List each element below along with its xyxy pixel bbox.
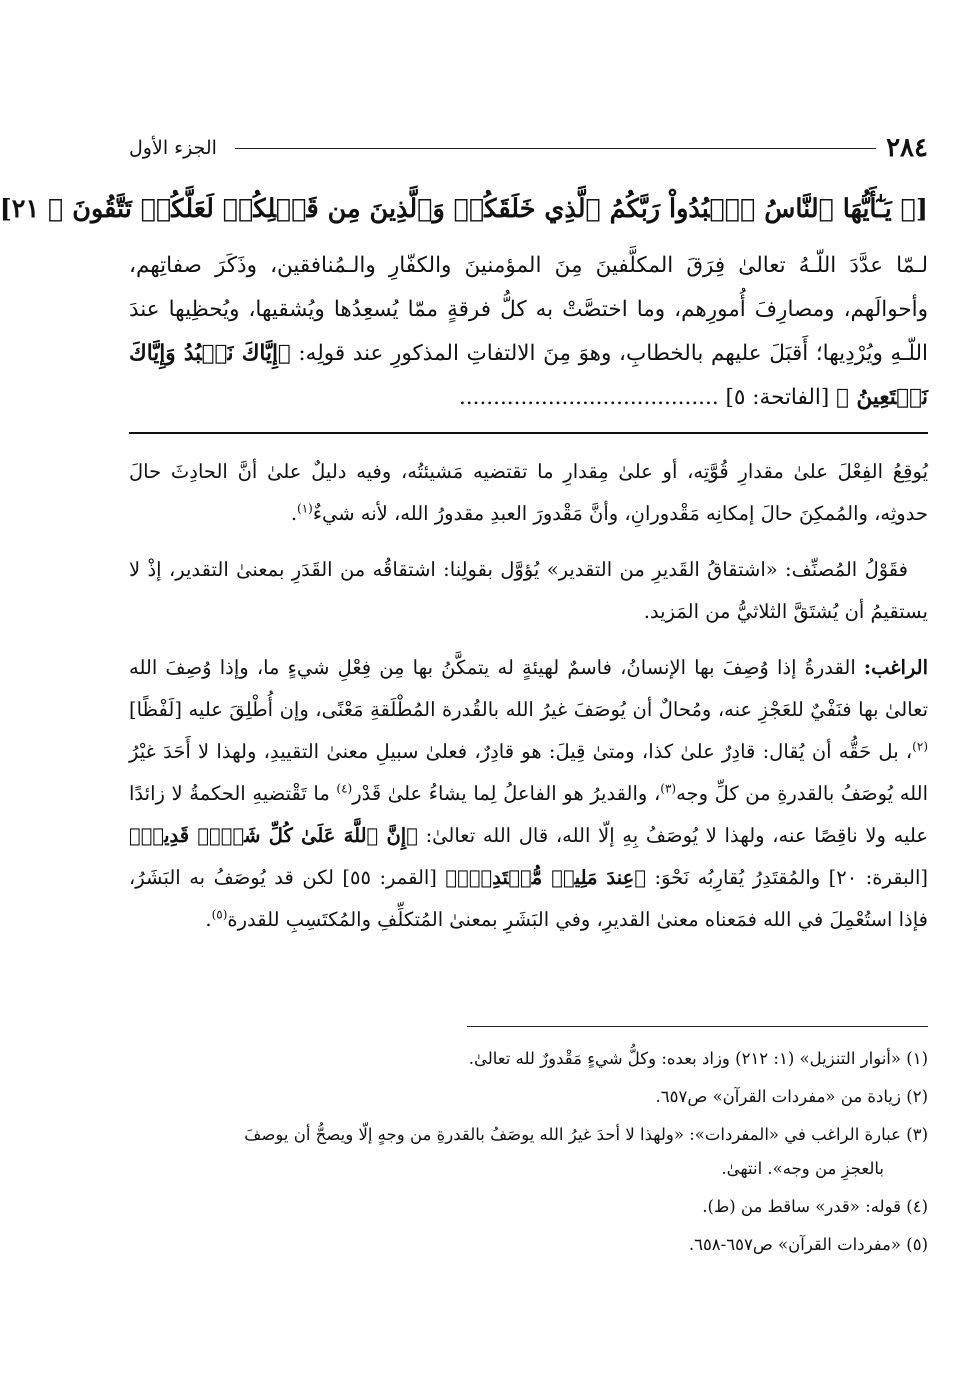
footnote-number: (٣) [906,1125,928,1144]
paragraph-text: يُوقِعُ الفِعْلَ علىٰ مقدارِ قُوَّتِه، أو علىٰ مِقدارِ ما تقتضيه مَشيئتُه، وفيه دليلٌ علىٰ أنَّ الحادِثَ حالَ حدوثِه، والمُمكِنَ حالَ إمكانِه مَقْدورانِ، وأنَّ مَقْدورَ العبدِ مقدورُ الله، لأنه شيءٌ [129,460,928,525]
dotted-leader: ...................................... [458,385,719,410]
footnote-3 [129,1118,928,1186]
commentary-paragraph [129,244,928,420]
quran-quote: ﴿إِنَّ ٱللَّهَ عَلَىٰ كُلِّ شَيۡءٖ قَدِيرٞ﴾ [129,824,418,847]
paragraph-text: القدرةُ إذا وُصِفَ بها الإنسانُ، فاسمٌ لهيئةٍ له يتمكَّنُ بها مِن فِعْلِ شيءٍ ما، وإذا وُصِفَ الله تعالىٰ بها فنَفْيٌ للعَجْزِ عنه، ومُحالٌ أن يُوصَفَ غيرُ الله بالقُدرة المُطْلَقةِ مَعْنًى، وإن أُطْلِقَ عليه [لَفْظًا] [129,656,928,721]
part-title: الجزء الأول [129,137,217,159]
footnote-number: (٤) [906,1197,928,1216]
commentary-text: لـمّا عدَّدَ اللّـهُ تعالىٰ فِرَقَ المكلَّفينَ مِنَ المؤمنينَ والكفّارِ والـمُنافقين، وذَكَرَ صفاتِهم، وأحوالَهم، ومصارِفَ أُمورِهم، وما اختصَّتْ به كلُّ فرقةٍ ممّا يُسعِدُها ويُشقيها، ويُحظِيها عندَ اللّـهِ ويُرْدِيها؛ أَقبَلَ عليهم بالخطابِ، وهوَ مِنَ الالتفاتِ المذكورِ عند قولِه: [129,253,928,366]
footnote-ref: (٥) [211,907,228,922]
footnote-text: قوله: «قدر» ساقط من (ط). [702,1197,901,1216]
footnote-divider [467,1026,928,1027]
footnote-5 [129,1228,928,1262]
footnote-ref: (٣) [660,781,677,796]
paragraph-3: الراغب: القدرةُ إذا وُصِفَ بها الإنسانُ، فاسمٌ لهيئةٍ له يتمكَّنُ بها مِن فِعْلِ شيءٍ ما، وإذا وُصِفَ الله تعالىٰ بها فنَفْيٌ للعَجْزِ عنه، ومُحالٌ أن يُوصَفَ غيرُ الله بالقُدرة المُطْلَقةِ مَعْنًى، وإن أُطْلِقَ عليه [لَفْظًا]$^{(٢)}$، بل حَقُّه أن يُقال: قادِرٌ علىٰ كذا، ومتىٰ قِيلَ: هو قادِرٌ، فعلىٰ سبيلِ معنىٰ التقييدِ، ولهذا لا أَحَدَ غيْرُ الله يُوصَفُ بالقدرةِ من كلِّ وجه$^{(٣)}$، والقديرُ هو الفاعلُ لِما يشاءُ علىٰ قَدْر$^{(٤)}$ ما تَقْتضيهِ الحكمةُ لا زائدًا عليه ولا ناقِصًا عنه، ولهذا لا يُوصَفُ بِهِ إلّا الله، قال الله تعالىٰ: ﴿إِنَّ ٱللَّهَ عَلَىٰ كُلِّ شَيۡءٖ قَدِيرٞ﴾ [البقرة: ٢٠] والمُقتَدِرُ يُقارِبُه نَحْوَ: ﴿عِندَ مَلِيكٖ مُّقۡتَدِرِۭ﴾ [القمر: ٥٥] لكن قد يُوصَفُ به البَشَرُ، فإذا استُعْمِلَ في الله فمَعناه معنىٰ القديرِ، وفي البَشَرِ بمعنىٰ المُتكلِّفِ والمُكتَسِبِ للقدرة$^{(٥)}$. [129,656,929,931]
paragraph-text: لكن قد يُوصَفُ به البَشَرُ، فإذا استُعْمِلَ في الله فمَعناه معنىٰ القديرِ، وفي البَشَرِ بمعنىٰ المُتكلِّفِ والمُكتَسِبِ للقدرة [129,866,928,931]
verse-heading: [﴿ يَـٰٓأَيُّهَا ٱلنَّاسُ ٱعۡبُدُواْ رَبَّكُمُ ٱلَّذِي خَلَقَكُمۡ وَٱلَّذِينَ مِن قَبۡلِكُمۡ لَعَلَّكُمۡ تَتَّقُونَ ﴾ ٢١] [0,194,928,224]
section-divider [129,432,928,434]
paragraph-text: ، بل حَقُّه أن يُقال: قادِرٌ علىٰ كذا، ومتىٰ قِيلَ: هو قادِرٌ، فعلىٰ سبيلِ معنىٰ التقييدِ، ولهذا لا أَحَدَ غيْرُ الله يُوصَفُ بالقدرةِ من كلِّ وجه [129,740,928,805]
footnote-text: زيادة من «مفردات القرآن» ص٦٥٧. [655,1087,901,1106]
footnote-ref: (٢) [912,739,928,754]
footnote-1 [129,1042,928,1076]
page-header [129,128,928,168]
footnote-text: «أنوار التنزيل» (١: ٢١٢) وزاد بعده: وكلُّ شيءٍ مَقْدورٌ لله تعالىٰ. [468,1049,901,1068]
header-rule [235,148,876,149]
paragraph-1: يُوقِعُ الفِعْلَ علىٰ مقدارِ قُوَّتِه، أو علىٰ مِقدارِ ما تقتضيه مَشيئتُه، وفيه دليلٌ علىٰ أنَّ الحادِثَ حالَ حدوثِه، والمُمكِنَ حالَ إمكانِه مَقْدورانِ، وأنَّ مَقْدورَ العبدِ مقدورُ الله، لأنه شيءٌ$^{(١)}$. [129,460,928,525]
quote-reference: [القمر: ٥٥] [333,866,446,889]
quote-reference: [البقرة: ٢٠] [820,866,928,889]
footnotes [129,1042,928,1266]
footnote-ref: (١) [297,501,313,516]
quote-reference: [الفاتحة: ٥] [725,385,837,410]
paragraph-text: والمُقتَدِرُ يُقارِبُه نَحْوَ: [646,866,821,889]
paragraph-text: ما تَقْتضيهِ الحكمةُ لا زائدًا عليه ولا ناقِصًا عنه، ولهذا لا يُوصَفُ بِهِ إلّا الله، قال الله تعالىٰ: [129,782,929,847]
quran-quote: ﴿إِيَّاكَ نَعۡبُدُ وَإِيَّاكَ نَسۡتَعِينُ ﴾ [129,341,928,410]
footnote-text: عبارة الراغب في «المفردات»: «ولهذا لا أحدَ غيرُ الله يوصَفُ بالقدرةِ من وجهٍ إلّا ويصحُّ أن يوصفَ [244,1125,901,1144]
footnote-ref: (٤) [336,781,353,796]
paragraph-lead: الراغب: [863,656,928,679]
footnote-text: «مفردات القرآن» ص٦٥٧-٦٥٨. [688,1235,901,1254]
footnote-number: (٥) [906,1235,928,1254]
paragraph-2: فقَوْلُ المُصنِّف: «اشتقاقُ القَديرِ من التقدير» يُؤوَّل بقولِنا: اشتقاقُه من القَدَرِ بمعنىٰ التقدير، إذْ لا يستقيمُ أن يُشتَقَّ الثلاثيُّ من المَزيد. [129,558,928,623]
footnote-number: (٢) [906,1087,928,1106]
page-number: ٢٨٤ [886,133,928,163]
commentary-section [129,244,928,420]
footnote-continuation: بالعجزِ من وجه». انتهىٰ. [721,1159,884,1178]
footnote-2 [129,1080,928,1114]
main-body [129,451,928,955]
quran-quote: ﴿عِندَ مَلِيكٖ مُّقۡتَدِرِۭ﴾ [445,866,647,889]
footnote-number: (١) [906,1049,928,1068]
paragraph-text: ، والقديرُ هو الفاعلُ لِما يشاءُ علىٰ قَدْر [352,782,661,805]
footnote-4 [129,1190,928,1224]
